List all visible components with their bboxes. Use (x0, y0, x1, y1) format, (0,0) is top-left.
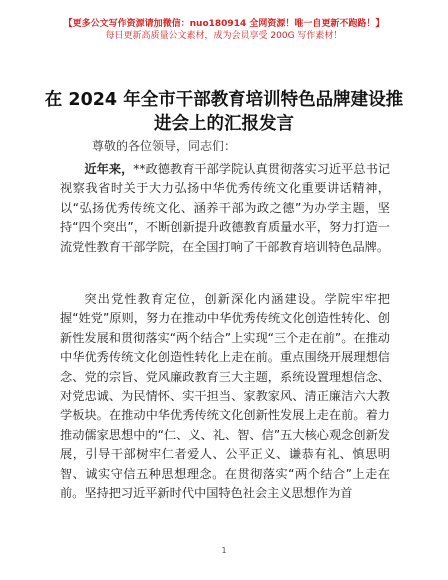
salutation: 尊敬的各位领导，同志们： (92, 139, 237, 153)
page-number: 1 (221, 546, 227, 555)
promo-banner-line1: 【更多公文写作资源请加微信：nuo180914 全网资源！唯一自更新不跑路！】 (63, 19, 385, 29)
paragraph-1-body: **政德教育干部学院认真贯彻落实习近平总书记视察我省时关于大力弘扬中华优秀传统文化重要讲话精神，以“弘扬优秀传统文化、涵养干部为政之德”为办学主题，坚持“四个突出”，不断创新提升政德教育质量水平，努力打造一流党性教育干部学院，在全国打响了干部教育培训特色品牌。 (60, 162, 391, 254)
paragraph-2: 突出党性教育定位，创新深化内涵建设。学院牢牢把握“姓党”原则，努力在推动中华优秀传统文化创造性转化、创新性发展和贯彻落实“两个结合”上实现“三个走在前”。在推动中华优秀传统文化创造性转化上走在前。重点围绕开展理想信念、党的宗旨、党风廉政教育三大主题，系统设置理想信念、对党忠诚、为民情怀、实干担当、家教家风、清正廉洁六大教学板块。在推动中华优秀传统文化创新性发展上走在前。着力推动儒家思想中的“仁、义、礼、智、信”五大核心观念创新发展，引导干部树牢仁者爱人、公平正义、谦恭有礼、慎思明智、诚实守信五种思想理念。在贯彻落实“两个结合”上走在前。坚持把习近平新时代中国特色社会主义思想作为首 (60, 292, 390, 501)
paragraph-1-lead: 近年来， (84, 162, 134, 176)
promo-banner (0, 18, 448, 42)
document-title: 在 2024 年全市干部教育培训特色品牌建设推进会上的汇报发言 (44, 90, 404, 134)
paragraph-1 (60, 160, 390, 257)
promo-banner-line2: 每日更新高质量公文素材，成为会员享受 200G 写作素材！ (105, 31, 343, 41)
